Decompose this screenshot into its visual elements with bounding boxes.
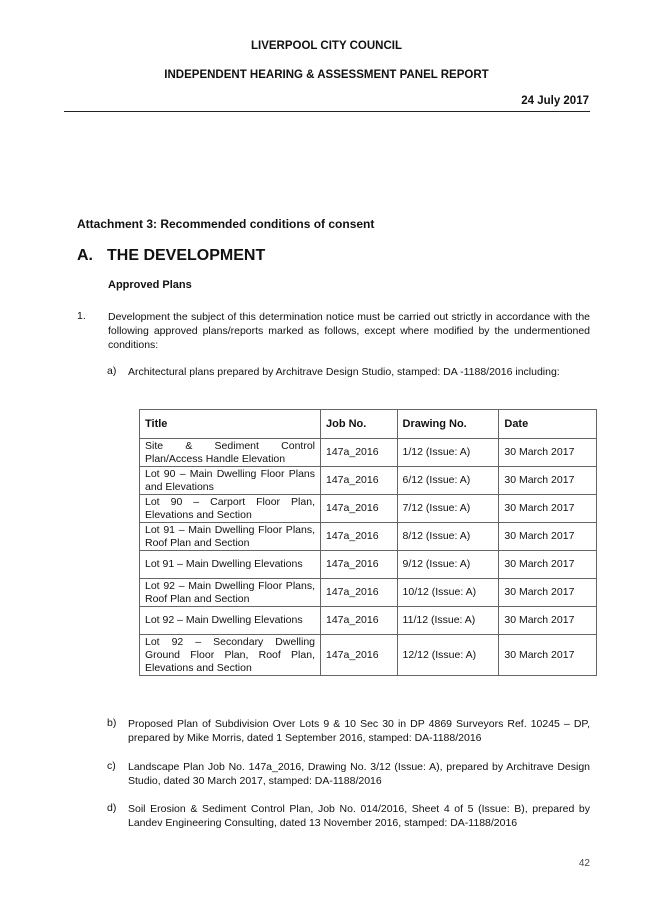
- cell-drawing-no: 6/12 (Issue: A): [397, 467, 499, 495]
- table-row: [140, 523, 597, 551]
- attachment-title: Attachment 3: Recommended conditions of consent: [77, 217, 375, 231]
- column-header-title: Title: [140, 410, 321, 439]
- item-c-text: Landscape Plan Job No. 147a_2016, Drawing No. 3/12 (Issue: A), prepared by Architrave Design Studio, dated 30 March 2017, stamped: DA-1188/2016: [128, 761, 590, 787]
- cell-date: 30 March 2017: [499, 579, 597, 607]
- item-a-label: a): [107, 365, 117, 377]
- header-divider: [64, 111, 590, 112]
- table-row: [140, 607, 597, 635]
- table-row: [140, 439, 597, 467]
- section-title: THE DEVELOPMENT: [107, 247, 266, 264]
- cell-title: Lot 90 – Main Dwelling Floor Plans and Elevations: [140, 467, 321, 495]
- cell-job-no: 147a_2016: [321, 495, 398, 523]
- cell-job-no: 147a_2016: [321, 607, 398, 635]
- condition-text: Development the subject of this determination notice must be carried out strictly in accordance with the following approved plans/reports marked as follows, except where modified by the undermentioned conditions:: [108, 311, 590, 351]
- cell-date: 30 March 2017: [499, 551, 597, 579]
- item-d-text: Soil Erosion & Sediment Control Plan, Job No. 014/2016, Sheet 4 of 5 (Issue: B), prepared by Landev Engineering Consulting, dated 13 November 2016, stamped: DA-1188/2016: [128, 803, 590, 829]
- cell-date: 30 March 2017: [499, 523, 597, 551]
- cell-job-no: 147a_2016: [321, 579, 398, 607]
- cell-job-no: 147a_2016: [321, 439, 398, 467]
- cell-job-no: 147a_2016: [321, 551, 398, 579]
- cell-job-no: 147a_2016: [321, 635, 398, 676]
- cell-drawing-no: 10/12 (Issue: A): [397, 579, 499, 607]
- column-header-drawing-no: Drawing No.: [397, 410, 499, 439]
- approved-plans-table: [139, 409, 597, 676]
- section-letter: A.: [77, 247, 93, 264]
- table-row: [140, 467, 597, 495]
- cell-drawing-no: 8/12 (Issue: A): [397, 523, 499, 551]
- cell-date: 30 March 2017: [499, 607, 597, 635]
- item-d-label: d): [107, 802, 117, 814]
- cell-drawing-no: 12/12 (Issue: A): [397, 635, 499, 676]
- cell-job-no: 147a_2016: [321, 467, 398, 495]
- cell-title: Lot 91 – Main Dwelling Elevations: [140, 551, 321, 579]
- item-b-label: b): [107, 717, 117, 729]
- report-title: INDEPENDENT HEARING & ASSESSMENT PANEL REPORT: [164, 69, 489, 81]
- cell-title: Lot 92 – Secondary Dwelling Ground Floor Plan, Roof Plan, Elevations and Section: [140, 635, 321, 676]
- item-b-text: Proposed Plan of Subdivision Over Lots 9 & 10 Sec 30 in DP 4869 Surveyors Ref. 10245 – DP, prepared by Mike Morris, dated 1 September 2016, stamped: DA-1188/2016: [128, 718, 590, 744]
- report-date: 24 July 2017: [521, 95, 589, 107]
- table-row: [140, 635, 597, 676]
- column-header-date: Date: [499, 410, 597, 439]
- cell-date: 30 March 2017: [499, 495, 597, 523]
- subheading-approved-plans: Approved Plans: [108, 279, 192, 291]
- cell-drawing-no: 11/12 (Issue: A): [397, 607, 499, 635]
- cell-title: Lot 92 – Main Dwelling Elevations: [140, 607, 321, 635]
- column-header-job-no: Job No.: [321, 410, 398, 439]
- table-row: [140, 579, 597, 607]
- table-header-row: [140, 410, 597, 439]
- cell-drawing-no: 9/12 (Issue: A): [397, 551, 499, 579]
- cell-drawing-no: 7/12 (Issue: A): [397, 495, 499, 523]
- table-row: [140, 551, 597, 579]
- council-name: LIVERPOOL CITY COUNCIL: [250, 40, 402, 52]
- table-row: [140, 495, 597, 523]
- cell-job-no: 147a_2016: [321, 523, 398, 551]
- cell-title: Lot 90 – Carport Floor Plan, Elevations and Section: [140, 495, 321, 523]
- cell-title: Site & Sediment Control Plan/Access Handle Elevation: [140, 439, 321, 467]
- item-c-label: c): [107, 760, 116, 772]
- cell-date: 30 March 2017: [499, 467, 597, 495]
- cell-title: Lot 91 – Main Dwelling Floor Plans, Roof Plan and Section: [140, 523, 321, 551]
- item-a-text: Architectural plans prepared by Architrave Design Studio, stamped: DA -1188/2016 including:: [128, 366, 560, 378]
- cell-drawing-no: 1/12 (Issue: A): [397, 439, 499, 467]
- page-number: 42: [578, 858, 590, 869]
- cell-title: Lot 92 – Main Dwelling Floor Plans, Roof Plan and Section: [140, 579, 321, 607]
- cell-date: 30 March 2017: [499, 635, 597, 676]
- condition-number: 1.: [77, 310, 86, 322]
- cell-date: 30 March 2017: [499, 439, 597, 467]
